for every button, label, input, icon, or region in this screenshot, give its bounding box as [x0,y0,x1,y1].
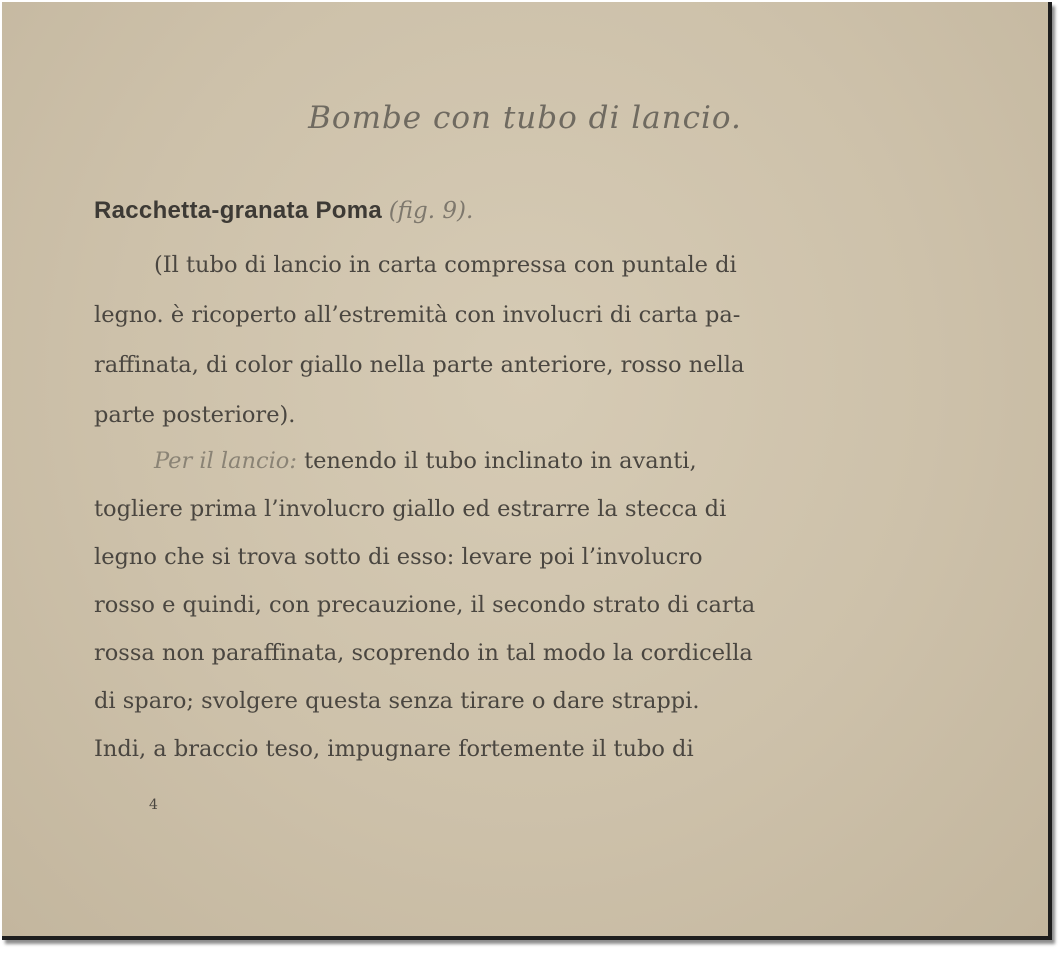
page-heading: Bombe con tubo di lancio. [308,100,742,136]
text-line: parte posteriore). [94,402,296,428]
text-line: Indi, a braccio teso, impugnare fortemente il tubo di [94,736,694,762]
paragraph-lead: Per il lancio: [154,448,297,474]
text-line: legno. è ricoperto all’estremità con involucri di carta pa- [94,302,741,328]
text-line: legno che si trova sotto di esso: levare poi l’involucro [94,544,703,570]
text-line: (Il tubo di lancio in carta compressa con puntale di [154,252,737,278]
text-line: di sparo; svolgere questa senza tirare o dare strappi. [94,688,700,714]
section-title [94,197,473,225]
text-line-first [154,446,697,476]
section-title-text: Racchetta-granata Poma [94,197,383,224]
page-number: 4 [149,797,158,813]
text-line: togliere prima l’involucro giallo ed estrarre la stecca di [94,496,727,522]
paragraph-first-text: tenendo il tubo inclinato in avanti, [304,448,697,474]
text-line: rosso e quindi, con precauzione, il secondo strato di carta [94,592,756,618]
page-sheet [2,2,1052,940]
text-line: rossa non paraffinata, scoprendo in tal modo la cordicella [94,640,753,666]
figure-reference: (fig. 9). [388,198,474,224]
text-line: raffinata, di color giallo nella parte anteriore, rosso nella [94,352,745,378]
